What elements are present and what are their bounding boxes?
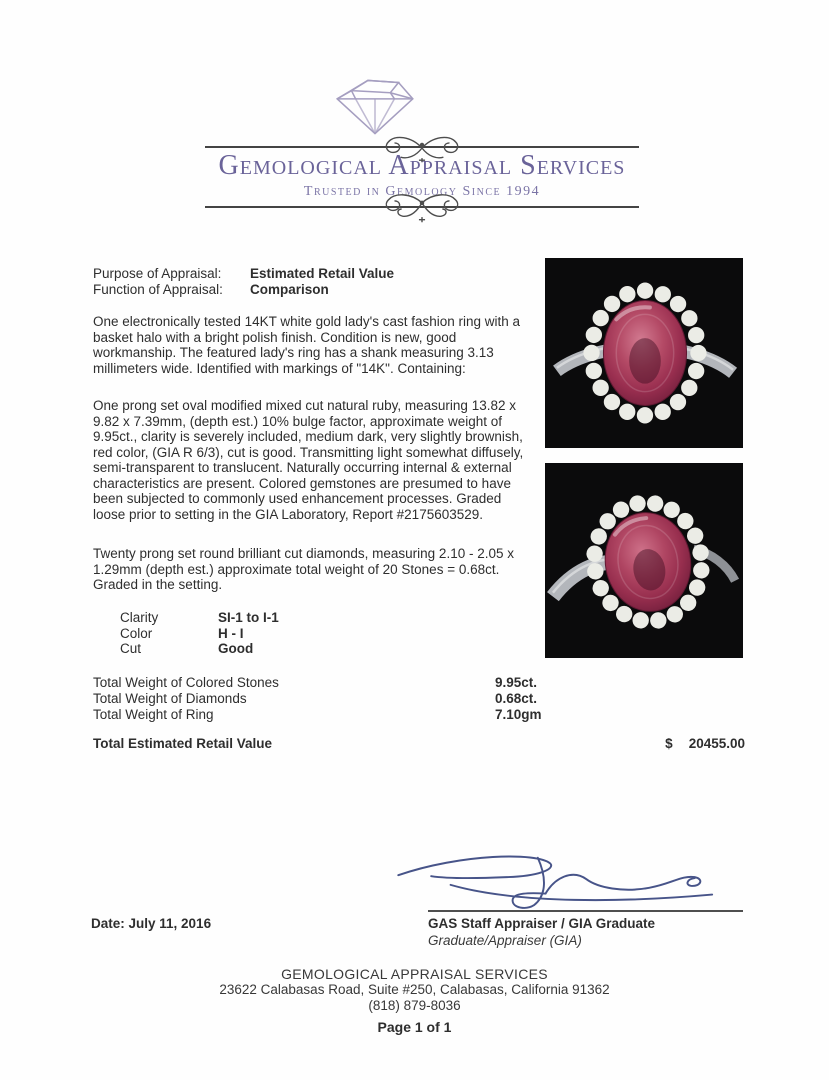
cut-label: Cut bbox=[120, 641, 142, 656]
function-label: Function of Appraisal: bbox=[93, 281, 223, 297]
retail-value-amount bbox=[665, 736, 745, 752]
clarity-label: Clarity bbox=[120, 610, 159, 625]
appraisal-date: Date: July 11, 2016 bbox=[91, 916, 212, 931]
color-value: H - I bbox=[218, 625, 244, 641]
function-of-appraisal-row bbox=[93, 282, 533, 298]
certificate-header bbox=[197, 60, 647, 230]
colored-stones-weight-value: 9.95ct. bbox=[495, 675, 538, 690]
diamond-grades-table bbox=[120, 610, 420, 657]
colored-stones-weight-label: Total Weight of Colored Stones bbox=[93, 675, 279, 690]
diamonds-weight-value: 0.68ct. bbox=[495, 691, 538, 706]
signature-line bbox=[428, 910, 743, 912]
retail-amount: 20455.00 bbox=[688, 736, 745, 751]
total-retail-value-row bbox=[93, 736, 745, 752]
diamond-logo-icon bbox=[329, 76, 421, 136]
currency-symbol: $ bbox=[665, 736, 673, 751]
appraiser-title: GAS Staff Appraiser / GIA Graduate bbox=[428, 916, 656, 931]
ring-photo-top-view bbox=[545, 258, 743, 448]
appraiser-signature-image bbox=[388, 850, 736, 912]
purpose-label: Purpose of Appraisal: bbox=[93, 266, 222, 281]
diamonds-description-paragraph: Twenty prong set round brilliant cut diamonds, measuring 2.10 - 2.05 x 1.29mm (depth est.) approximate total weight of 20 Stones = 0.68ct. Graded in the setting. bbox=[93, 546, 514, 592]
page-indicator: Page 1 of 1 bbox=[377, 1019, 452, 1035]
cut-row bbox=[120, 641, 420, 657]
ring-weight-value: 7.10gm bbox=[495, 707, 542, 722]
total-weights-table bbox=[93, 675, 745, 723]
footer-address: 23622 Calabasas Road, Suite #250, Calabasas, California 91362 bbox=[219, 982, 610, 997]
footer-company-name: GEMOLOGICAL APPRAISAL SERVICES bbox=[281, 966, 548, 982]
appraiser-subtitle: Graduate/Appraiser (GIA) bbox=[428, 933, 582, 948]
clarity-value: SI-1 to I-1 bbox=[218, 610, 279, 625]
purpose-value: Estimated Retail Value bbox=[250, 266, 395, 281]
cut-value: Good bbox=[218, 641, 254, 656]
company-title: Gemological Appraisal Services bbox=[218, 150, 626, 181]
retail-value-label: Total Estimated Retail Value bbox=[93, 736, 273, 751]
diamonds-weight-row bbox=[93, 691, 745, 707]
purpose-of-appraisal-row bbox=[93, 266, 533, 282]
ruby-description-paragraph: One prong set oval modified mixed cut natural ruby, measuring 13.82 x 9.82 x 7.39mm, (depth est.) 10% bulge factor, approximate weight of 9.95ct., clarity is severely included, medium dark, very slightly brownish, red color, (GIA R 6/3), cut is good. Transmitting light somewhat diffusely, semi-transparent to translucent. Naturally occurring internal & external characteristics are present. Colored gemstones are presumed to have been subjected to commonly used enhancement processes. Graded loose prior to setting in the GIA Laboratory, Report #2175603529. bbox=[93, 398, 524, 522]
ring-weight-row bbox=[93, 707, 745, 723]
color-row bbox=[120, 626, 420, 642]
ring-description-paragraph: One electronically tested 14KT white gold lady's cast fashion ring with a basket halo with a bright polish finish. Condition is new, good workmanship. The featured lady's ring has a shank measuring 3.13 millimeters wide. Identified with markings of "14K". Containing: bbox=[93, 314, 521, 376]
color-label: Color bbox=[120, 625, 153, 641]
scroll-flourish-icon bbox=[366, 190, 478, 226]
clarity-row bbox=[120, 610, 420, 626]
function-value: Comparison bbox=[250, 281, 329, 297]
company-tagline: Trusted in Gemology Since 1994 bbox=[303, 184, 541, 199]
ring-weight-label: Total Weight of Ring bbox=[93, 707, 214, 722]
footer-phone: (818) 879-8036 bbox=[368, 998, 461, 1013]
appraisal-info bbox=[93, 266, 533, 297]
diamonds-weight-label: Total Weight of Diamonds bbox=[93, 691, 247, 706]
ring-photo-angled-view bbox=[545, 463, 743, 658]
colored-stones-weight-row bbox=[93, 675, 745, 691]
